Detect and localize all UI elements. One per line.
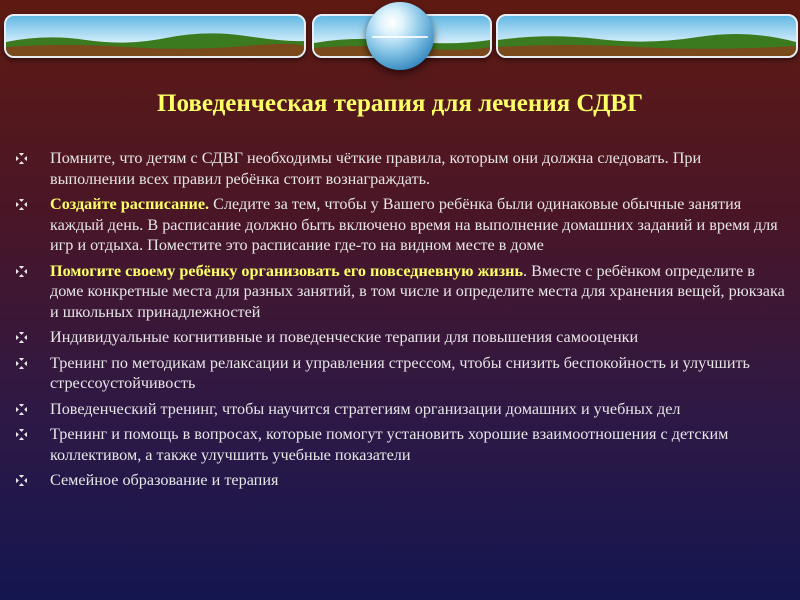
list-item (14, 261, 786, 323)
diamond-quad-icon (16, 332, 27, 343)
list-item (14, 399, 786, 420)
globe-icon (366, 2, 434, 70)
list-item-text: Помните, что детям с СДВГ необходимы чёткие правила, которым они должна следовать. При выполнении всех правил ребёнка стоит вознаграждать. (50, 149, 702, 188)
list-item (14, 327, 786, 348)
diamond-quad-icon (16, 429, 27, 440)
list-item-text: Индивидуальные когнитивные и поведенческие терапии для повышения самооценки (50, 328, 639, 346)
list-item (14, 353, 786, 394)
list-item (14, 148, 786, 189)
slide-title: Поведенческая терапия для лечения СДВГ (157, 90, 643, 117)
list-item-text: Тренинг и помощь в вопросах, которые помогут установить хорошие взаимоотношения с детским коллективом, а также улучшить учебные показатели (50, 425, 729, 464)
diamond-quad-icon (16, 404, 27, 415)
diamond-quad-icon (16, 199, 27, 210)
diamond-quad-icon (16, 266, 27, 277)
list-item-lead: Помогите своему ребёнку организовать его повседневную жизнь (50, 261, 524, 280)
bullet-list (14, 148, 786, 496)
list-item-text: Следите за тем, чтобы у Вашего ребёнка были одинаковые обычные занятия каждый день. В расписание должно быть включено время на выполнение домашних заданий и время для игр и отдыха. Поместите это расписание где-то на видном месте в доме (50, 195, 778, 254)
list-item-text: . Вместе с ребёнком определите в доме конкретные места для разных занятий, в том числе и определите места для хранения вещей, рюкзака и школьных принадлежностей (50, 261, 785, 321)
landscape-strip-left (4, 14, 306, 58)
landscape-hills-icon (6, 16, 304, 56)
list-item (14, 424, 786, 465)
list-item (14, 194, 786, 256)
list-item-text: Тренинг по методикам релаксации и управления стрессом, чтобы снизить беспокойность и улучшить стрессоустойчивость (50, 353, 750, 392)
list-item-lead: Создайте расписание. (50, 195, 210, 213)
diamond-quad-icon (16, 475, 27, 486)
list-item (14, 470, 786, 491)
list-item-text: Семейное образование и терапия (50, 471, 279, 489)
diamond-quad-icon (16, 153, 27, 164)
landscape-strip-right (496, 14, 798, 58)
landscape-hills-icon (498, 16, 796, 56)
diamond-quad-icon (16, 358, 27, 369)
list-item-text: Поведенческий тренинг, чтобы научится стратегиям организации домашних и учебных дел (50, 399, 681, 418)
